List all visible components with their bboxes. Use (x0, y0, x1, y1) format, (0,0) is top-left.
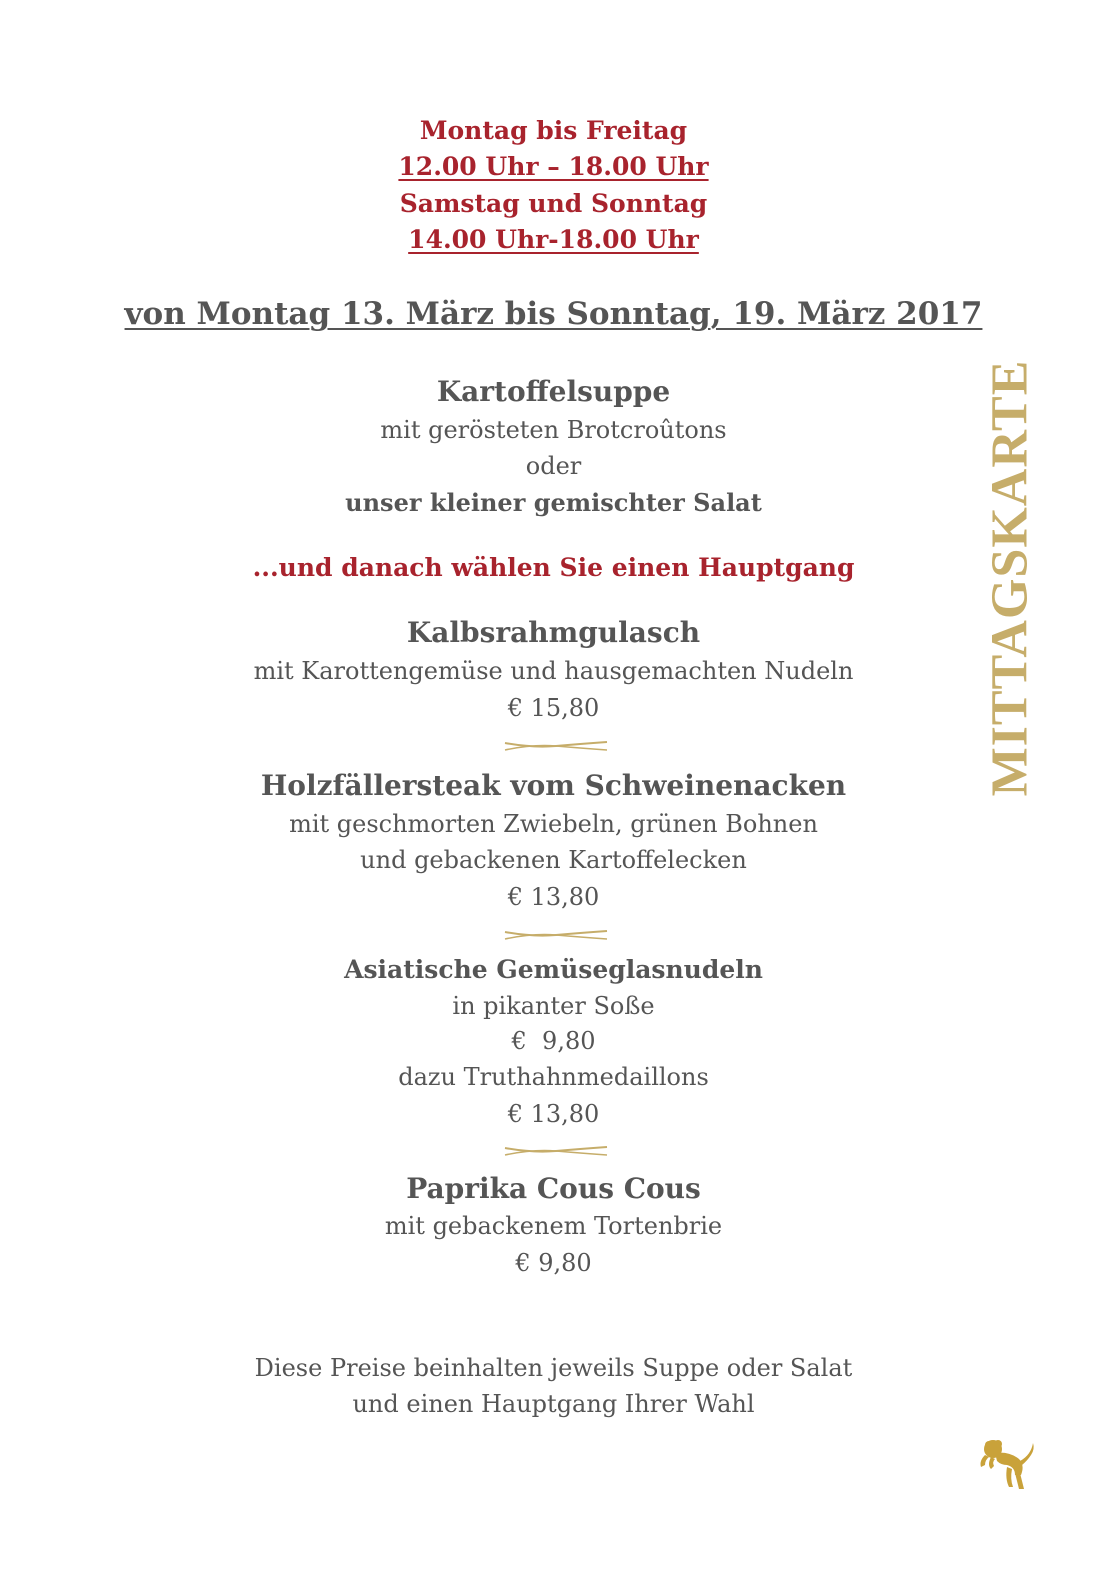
dish-1-price: € 15,80 (507, 694, 600, 722)
hours-weekdays-time: 12.00 Uhr – 18.00 Uhr (398, 152, 709, 181)
dish-2-price: € 13,80 (507, 883, 600, 911)
main-intro: ...und danach wählen Sie einen Hauptgang (252, 553, 855, 582)
lion-logo-icon (975, 1435, 1037, 1497)
footer-line-2: und einen Hauptgang Ihrer Wahl (352, 1390, 755, 1418)
dish-2-desc-1: mit geschmorten Zwiebeln, grünen Bohnen (289, 810, 818, 838)
starter-alternative: unser kleiner gemischter Salat (345, 488, 762, 517)
hours-weekend-label: Samstag und Sonntag (399, 189, 708, 218)
date-range: von Montag 13. März bis Sonntag, 19. März 2017 (124, 296, 983, 332)
ornament-divider-icon (503, 928, 609, 942)
footer-line-1: Diese Preise beinhalten jeweils Suppe oder Salat (254, 1354, 853, 1382)
dish-4-name: Paprika Cous Cous (406, 1172, 701, 1205)
side-title: MITTAGSKARTE (981, 359, 1039, 797)
dish-2-desc-2: und gebackenen Kartoffelecken (360, 846, 747, 874)
dish-1-name: Kalbsrahmgulasch (406, 616, 701, 649)
hours-weekend-time: 14.00 Uhr-18.00 Uhr (408, 225, 699, 254)
dish-3-name: Asiatische Gemüseglasnudeln (344, 955, 763, 984)
dish-2-name: Holzfällersteak vom Schweinenacken (260, 769, 847, 802)
ornament-divider-icon (503, 739, 609, 753)
hours-weekdays-label: Montag bis Freitag (419, 116, 688, 145)
ornament-divider-icon (503, 1144, 609, 1158)
dish-3-extra: dazu Truthahnmedaillons (398, 1063, 709, 1091)
starter-name: Kartoffelsuppe (436, 375, 671, 408)
dish-3-desc: in pikanter Soße (452, 992, 655, 1020)
dish-4-desc: mit gebackenem Tortenbrie (384, 1212, 723, 1240)
dish-4-price: € 9,80 (515, 1249, 592, 1277)
starter-or: oder (525, 452, 582, 480)
starter-desc: mit gerösteten Brotcroûtons (380, 416, 727, 444)
dish-3-price: € 9,80 (511, 1027, 596, 1055)
dish-1-desc: mit Karottengemüse und hausgemachten Nudeln (253, 657, 854, 685)
dish-3-extra-price: € 13,80 (507, 1100, 600, 1128)
